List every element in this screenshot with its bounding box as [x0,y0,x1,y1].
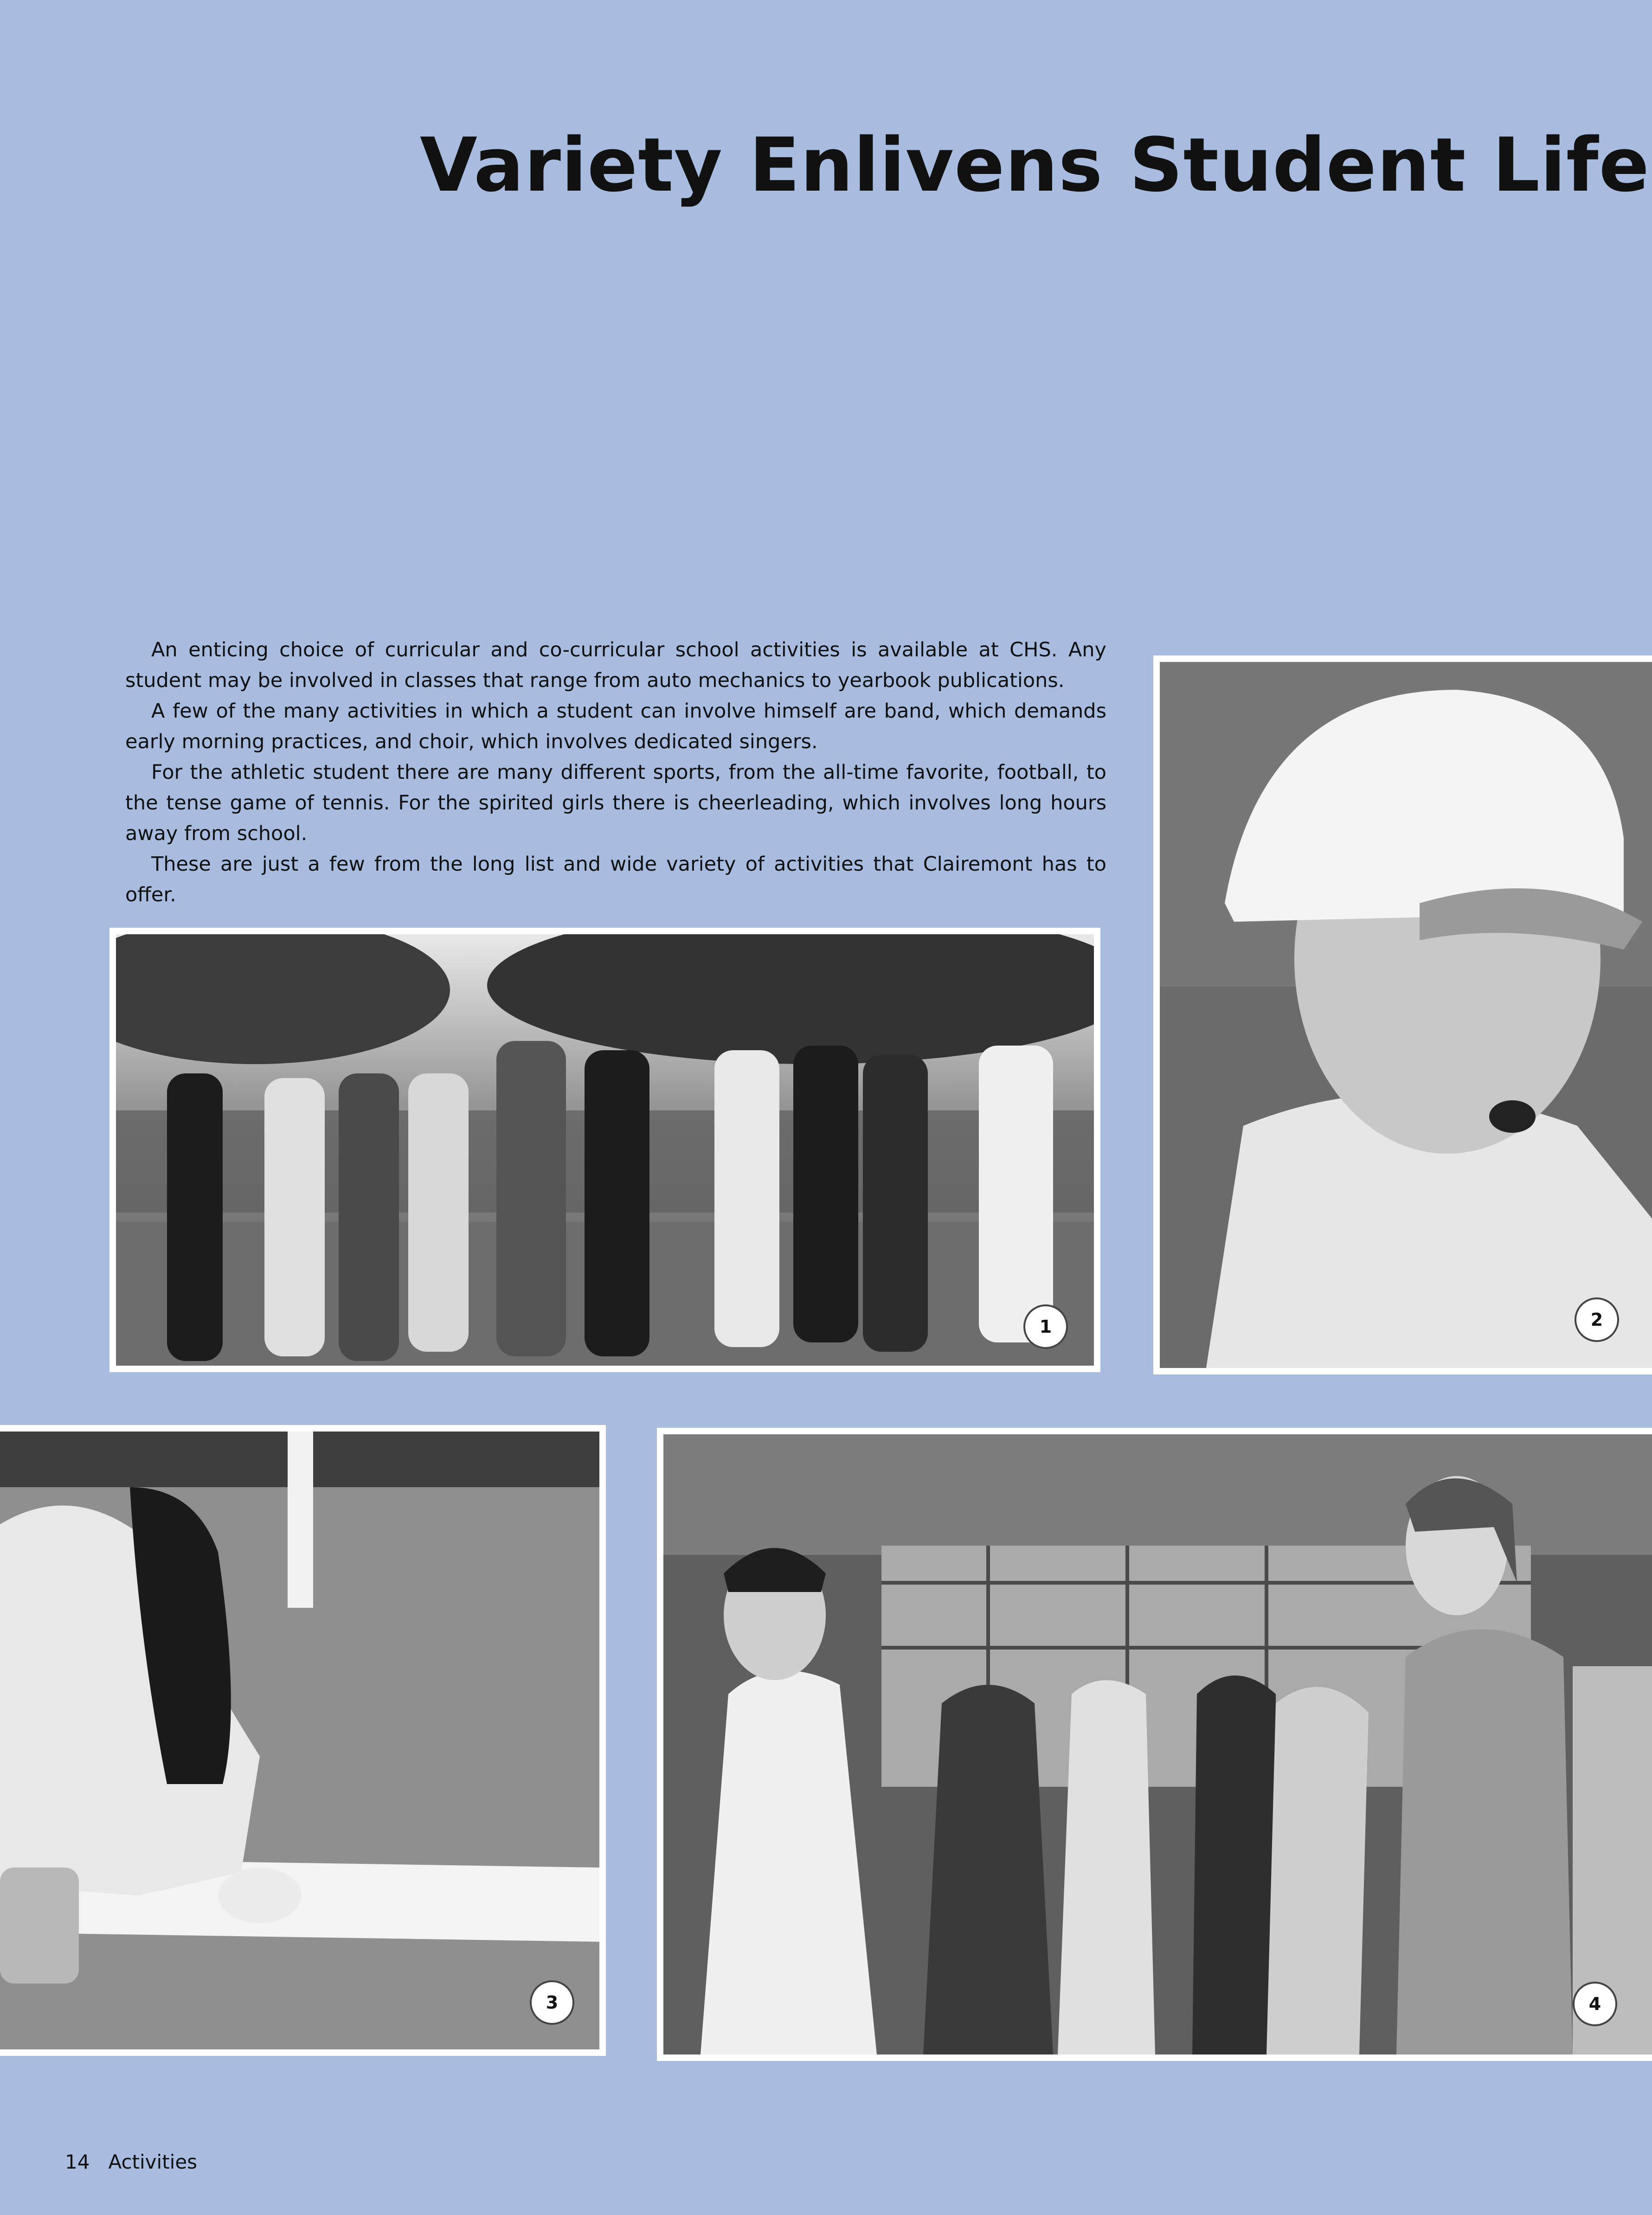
photo-choir [657,1428,1652,2061]
intro-text [125,635,1106,910]
page-title: Variety Enlivens Student Life [420,122,1650,208]
page-footer [65,2151,216,2173]
photo-band [109,928,1100,1372]
photo-number-badge: 3 [530,1980,574,2025]
field-photo-image [0,1432,599,2049]
photo-number-badge: 1 [1023,1304,1068,1349]
photo-number-badge: 4 [1573,1982,1617,2026]
photo-number-badge: 2 [1575,1297,1619,1342]
paragraph: A few of the many activities in which a student can involve himself are band, which demands early morning practices, and choir, which involves dedicated singers. [125,700,1106,753]
photo-coach [1153,655,1652,1374]
paragraph: An enticing choice of curricular and co-curricular school activities is available at CHS. Any student may be involved in classes that range from auto mechanics to yearbook publications. [125,638,1106,692]
page-number: 14 [65,2151,90,2173]
choir-photo-image [663,1434,1652,2054]
photo-field-marking [0,1425,606,2056]
paragraph: These are just a few from the long list and wide variety of activities that Clairemont has to offer. [125,853,1106,906]
paragraph: For the athletic student there are many different sports, from the all-time favorite, football, to the tense game of tennis. For the spirited girls there is cheerleading, which involves long hours away from school. [125,761,1106,845]
section-label: Activities [108,2151,198,2173]
band-photo-image [116,934,1094,1366]
coach-photo-image [1160,662,1652,1368]
